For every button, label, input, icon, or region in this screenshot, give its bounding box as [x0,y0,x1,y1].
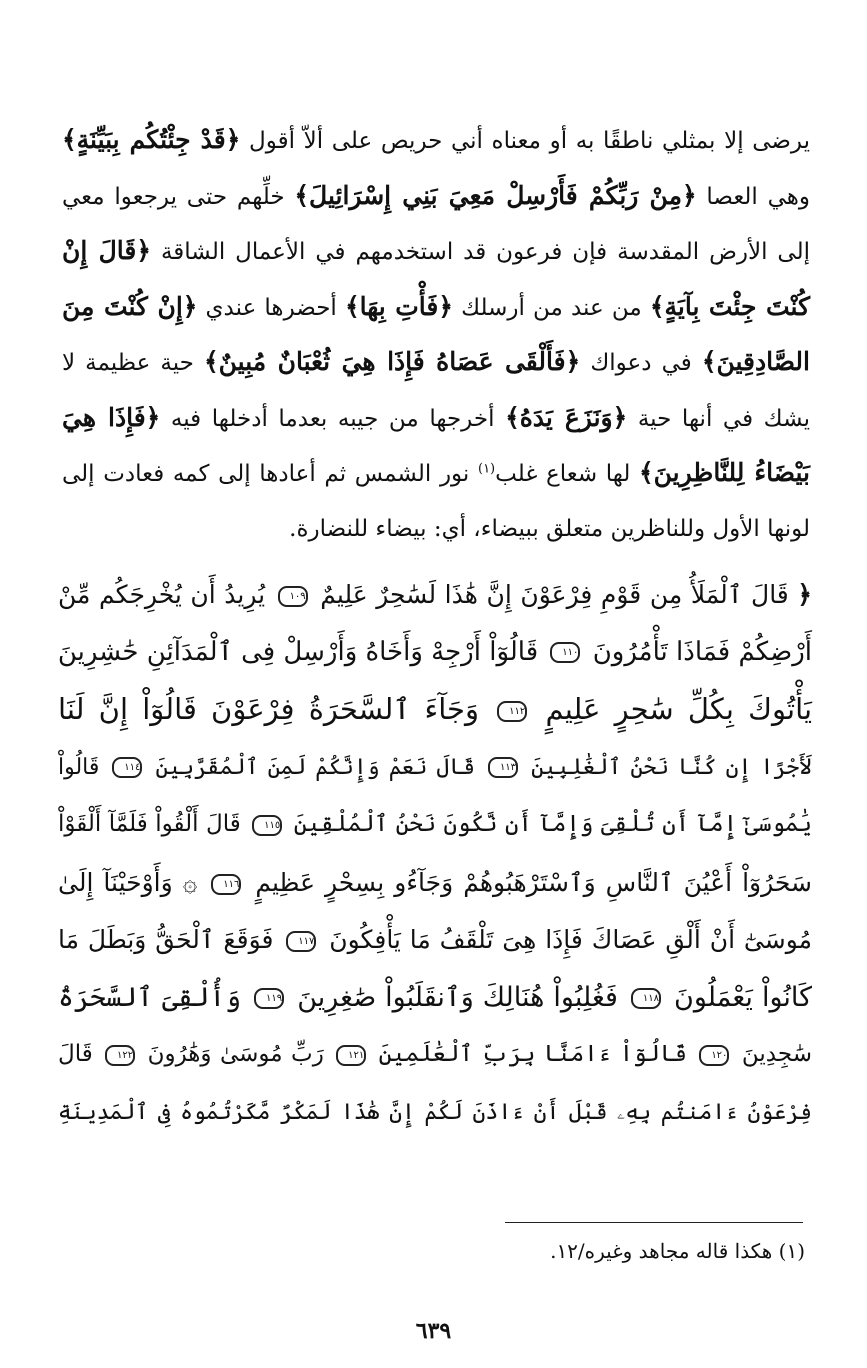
verse-text: قَالُواْ [58,754,100,780]
verse-text: رَبِّ مُوسَىٰ وَهَٰرُونَ [147,1041,324,1067]
verse-text: يَٰمُوسَىٰٓ إِمَّآ أَن تُلْقِىَ وَإِمَّآ أَن نَّكُونَ نَحْنُ ٱلْمُلْقِينَ [293,811,813,837]
tafsir-text: أحضرها عندي [197,294,345,321]
quran-quote: ﴿إِنْ كُنْتَ مِنَ الصَّادِقِينَ﴾ [62,291,810,376]
verse-text: سَٰجِدِينَ [741,1041,812,1067]
page-number: ٦٣٩ [415,1318,452,1344]
quran-quote: ﴿قَالَ إِنْ كُنْتَ جِئْتَ بِآيَةٍ﴾ [62,236,810,321]
verse-line [58,681,812,739]
footnote-separator [505,1222,803,1223]
verse-line [58,566,812,624]
verse-line [58,624,812,682]
tafsir-text: في دعواك [580,350,702,376]
verse-number-marker: ١٢١ [336,1045,366,1066]
verse-text: فَوَقَعَ ٱلْحَقُّ وَبَطَلَ مَا [58,925,274,954]
verse-line [58,911,812,969]
tafsir-text: أخرجها من جيبه بعدما أدخلها فيه [160,405,506,432]
verse-text: مُوسَىٰٓ أَنْ أَلْقِ عَصَاكَ فَإِذَا هِىَ تَلْقَفُ مَا يَأْفِكُونَ [329,925,812,954]
tafsir-text: خلِّهم حتى يرجعوا معي إلى الأرض المقدسة فإن فرعون قد استخدمهم في الأعمال الشاقة [62,183,810,265]
verse-line [58,1026,812,1084]
verse-number-marker: ١٢٠ [699,1045,729,1066]
quran-quote: ﴿مِنْ رَبِّكُمْ فَأَرْسِلْ مَعِيَ بَنِي إِسْرَائِيلَ﴾ [294,180,697,210]
verse-text: يُرِيدُ أَن يُخْرِجَكُم مِّنْ [58,580,266,609]
quran-quote: ﴿فَإِذَا هِيَ بَيْضَاءُ لِلنَّاظِرِينَ﴾ [62,402,810,487]
verse-number-marker: ١٠٩ [278,586,308,607]
verse-line [58,1084,812,1142]
verse-text: قَالَ نَعَمْ وَإِنَّكُمْ لَمِنَ ٱلْمُقَرَّبِينَ [155,754,476,780]
quran-quote: ﴿قَدْ جِئْتُكُم بِبَيِّنَةٍ﴾ [62,125,241,154]
quran-verses-block [58,566,812,1141]
verse-text: وَأُلْقِىَ ٱلسَّحَرَةُ [58,981,242,1013]
verse-number-marker: ١١٨ [631,988,661,1009]
footnote-reference[interactable]: (١) [477,461,496,477]
tafsir-commentary [62,113,810,556]
verse-number-marker: ١٢٢ [105,1045,135,1066]
verse-line [58,969,812,1027]
verse-text: قَالُوٓاْ أَرْجِهْ وَأَخَاهُ وَأَرْسِلْ فِى ٱلْمَدَآئِنِ حَٰشِرِينَ [57,636,539,667]
verse-number-marker: ١١٠ [550,642,580,663]
verse-text: قَالَ [58,1041,93,1067]
verse-text: قَالَ ٱلْمَلَأُ مِن قَوْمِ فِرْعَوْنَ إِنَّ هَٰذَا لَسَٰحِرٌ عَلِيمٌ [320,580,789,609]
verse-number-marker: ١١٦ [211,874,241,895]
verse-line [58,739,812,797]
verse-text: قَالُوٓاْ ءَامَنَّا بِرَبِّ ٱلْعَٰلَمِينَ [378,1041,687,1067]
verse-text: لَأَجْرًا إِن كُنَّا نَحْنُ ٱلْغَٰلِبِينَ [531,754,813,780]
verse-text: فَغُلِبُواْ هُنَالِكَ وَٱنقَلَبُواْ صَٰغِرِينَ [297,981,618,1013]
tafsir-text: وهي العصا [696,183,810,210]
quran-quote: ﴿فَأَلْقَى عَصَاهُ فَإِذَا هِيَ ثُعْبَانٌ مُبِينٌ﴾ [203,347,581,376]
verse-number-marker: ١١٣ [488,757,518,778]
tafsir-paragraph [62,113,810,556]
verse-number-marker: ١١٧ [286,931,316,952]
verse-text: وَجَآءَ ٱلسَّحَرَةُ فِرْعَوْنَ قَالُوٓاْ إِنَّ لَنَا [58,692,479,726]
verse-text: قَالَ أَلْقُواْ فَلَمَّآ أَلْقَوْاْ [58,811,241,837]
verse-number-marker: ١١٥ [252,815,282,836]
quran-quote: ﴿وَنَزَعَ يَدَهُ﴾ [505,402,628,432]
verse-line [58,796,812,854]
tafsir-text: يرضى إلا بمثلي ناطقًا به أو معناه أني حريص على ألاّ أقول [240,128,810,154]
verse-number-marker: ١١٤ [112,757,142,778]
tafsir-text: حية عظيمة لا يشك في أنها حية [62,350,810,432]
verse-number-marker: ١١٢ [497,701,527,722]
verse-line [58,854,812,912]
tafsir-text: لها شعاع غلب [495,461,639,487]
hizb-marker: ۞ [182,867,198,897]
verse-text: وَأَوْحَيْنَآ إِلَىٰ [58,867,173,897]
opening-bracket: ﴿ [797,580,813,609]
tafsir-text: نور الشمس ثم أعادها إلى كمه فعادت إلى لونها الأول وللناظرين متعلق ببيضاء، أي: بيضاء للنضارة. [62,461,810,542]
verse-text: سَحَرُوٓاْ أَعْيُنَ ٱلنَّاسِ وَٱسْتَرْهَبُوهُمْ وَجَآءُو بِسِحْرٍ عَظِيمٍ [255,867,812,897]
footnote: (١) هكذا قاله مجاهد وغيره/١٢. [550,1239,805,1263]
verse-text: يَأْتُوكَ بِكُلِّ سَٰحِرٍ عَلِيمٍ [545,692,813,726]
verse-text: فِرْعَوْنُ ءَامَنتُم بِهِۦ قَبْلَ أَنْ ءَاذَنَ لَكُمْ إِنَّ هَٰذَا لَمَكْرٌ مَّكَرْتُمُوهُ فِى ٱلْمَدِينَةِ [58,1099,812,1125]
verse-number-marker: ١١٩ [254,988,284,1009]
verse-text: كَانُواْ يَعْمَلُونَ [674,981,812,1013]
verse-text: أَرْضِكُمْ فَمَاذَا تَأْمُرُونَ [592,636,812,667]
quran-quote: ﴿فَأْتِ بِهَا﴾ [344,291,453,321]
tafsir-text: من عند من أرسلك [452,294,650,321]
